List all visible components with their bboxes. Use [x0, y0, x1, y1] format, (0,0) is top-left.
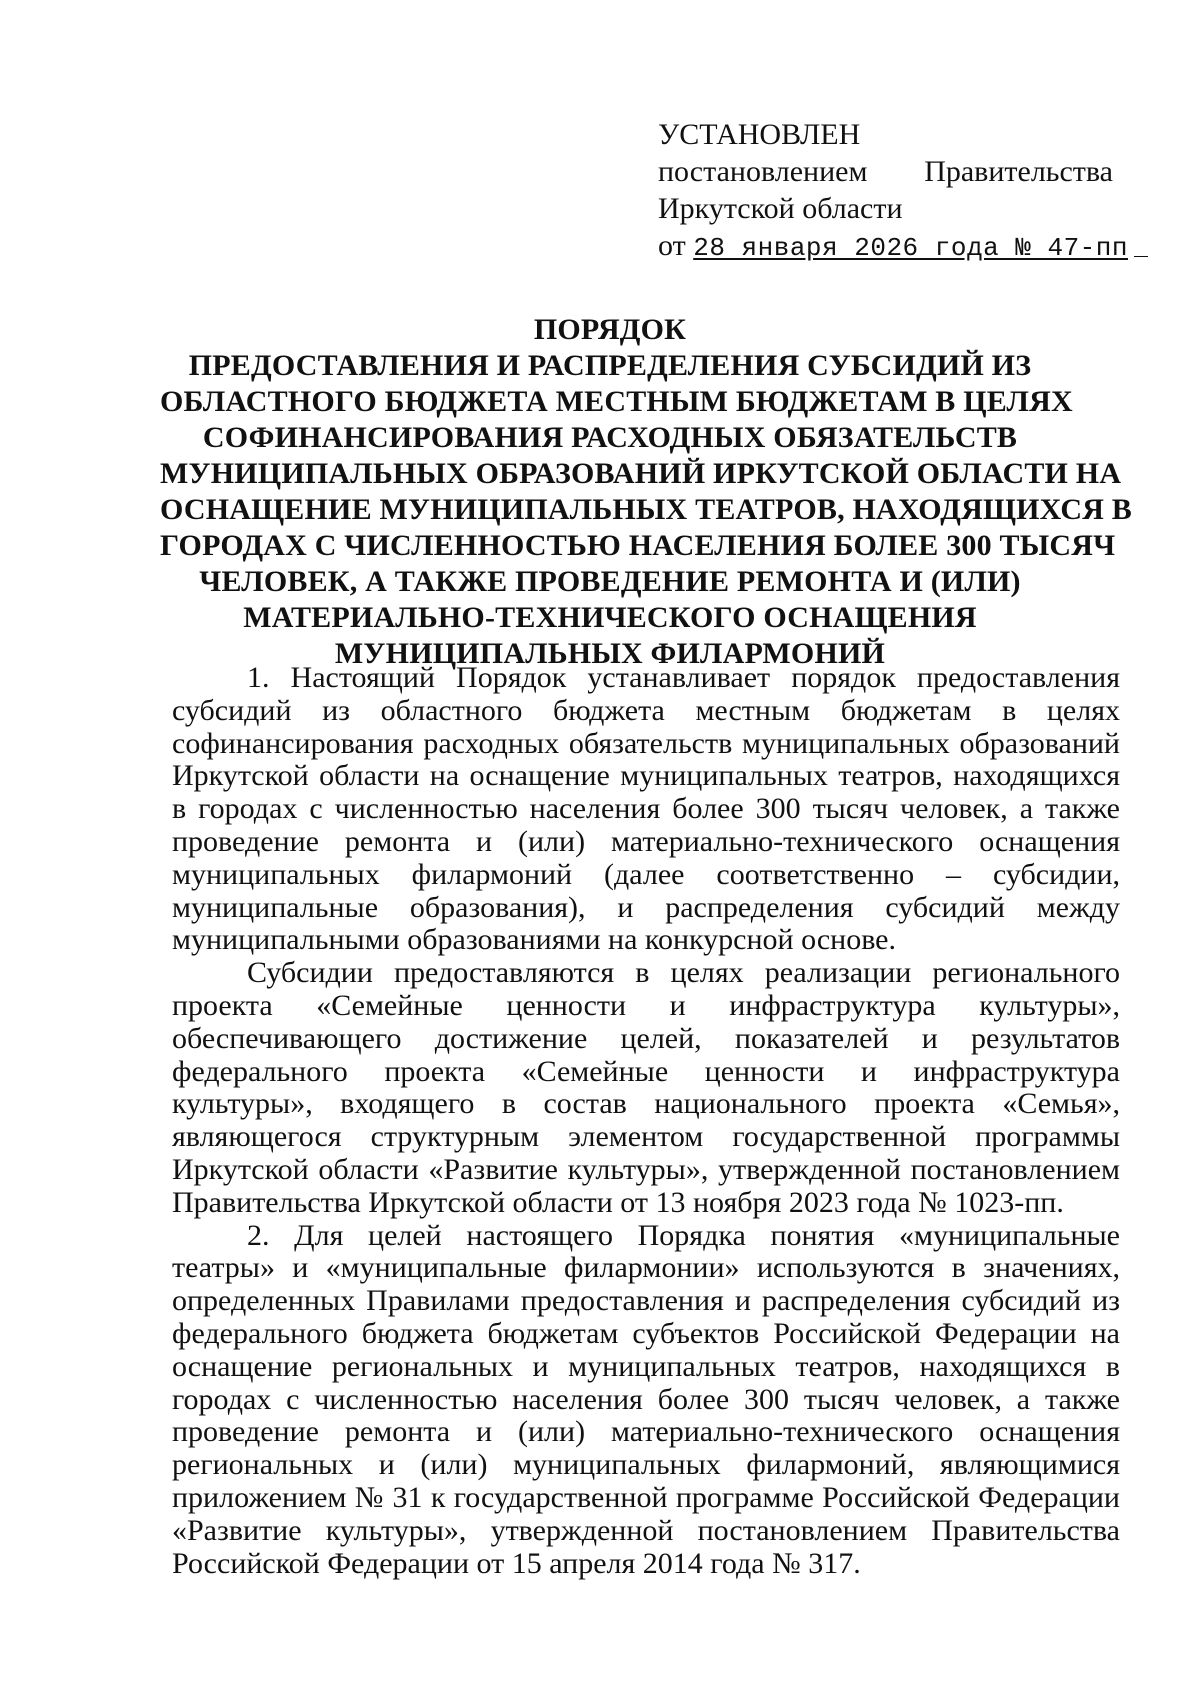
approval-region: Иркутской области — [658, 192, 903, 225]
paragraph-3: 2. Для целей настоящего Порядка понятия «муниципальные театры» и «муниципальные филармонии» используются в значениях, определенных Правилами предоставления и распределения субсидий из федерального бюджета бюджетам субъектов Российской Федерации на оснащение региональных и муниципальных театров, находящихся в городах с численностью населения более 300 тысяч человек, а также проведение ремонта и (или) материально-технического оснащения региональных и (или) муниципальных филармоний, являющимися приложением № 31 к государственной программе Российской Федерации «Развитие культуры», утвержденной постановлением Правительства Российской Федерации от 15 апреля 2014 года № 317. — [172, 1218, 1120, 1580]
signature-underline — [1134, 256, 1148, 257]
approval-date-prefix: от — [658, 229, 686, 262]
approval-issuer-right: Правительства — [924, 155, 1113, 188]
approval-date-value: 28 января 2026 года № 47-пп — [693, 233, 1128, 263]
title-line: СОФИНАНСИРОВАНИЯ РАСХОДНЫХ ОБЯЗАТЕЛЬСТВ — [202, 421, 1018, 454]
document-title — [160, 312, 1132, 672]
title-line: МАТЕРИАЛЬНО-ТЕХНИЧЕСКОГО ОСНАЩЕНИЯ — [243, 601, 977, 634]
title-line: ЧЕЛОВЕК, А ТАКЖЕ ПРОВЕДЕНИЕ РЕМОНТА И (ИЛИ) — [199, 565, 1021, 598]
title-line: ПОРЯДОК — [533, 313, 687, 346]
approval-block — [658, 116, 1128, 267]
title-line: ОБЛАСТНОГО БЮДЖЕТА МЕСТНЫМ БЮДЖЕТАМ В ЦЕЛЯХ — [160, 385, 1073, 418]
title-line: МУНИЦИПАЛЬНЫХ ФИЛАРМОНИЙ — [334, 637, 886, 670]
paragraph-1: 1. Настоящий Порядок устанавливает порядок предоставления субсидий из областного бюджета местным бюджетам в целях софинансирования расходных обязательств муниципальных образований Иркутской области на оснащение муниципальных театров, находящихся в городах с численностью населения более 300 тысяч человек, а также проведение ремонта и (или) материально-технического оснащения муниципальных филармоний (далее соответственно – субсидии, муниципальные образования), и распределения субсидий между муниципальными образованиями на конкурсной основе. — [172, 661, 1120, 957]
document-body — [172, 662, 1120, 1580]
title-line: ОСНАЩЕНИЕ МУНИЦИПАЛЬНЫХ ТЕАТРОВ, НАХОДЯЩИХСЯ В — [160, 493, 1132, 526]
title-line: МУНИЦИПАЛЬНЫХ ОБРАЗОВАНИЙ ИРКУТСКОЙ ОБЛАСТИ НА — [160, 457, 1122, 490]
approval-issuer-line — [658, 153, 1113, 190]
approval-status: УСТАНОВЛЕН — [658, 118, 861, 151]
approval-issuer-left: постановлением — [658, 155, 868, 188]
title-line: ГОРОДАХ С ЧИСЛЕННОСТЬЮ НАСЕЛЕНИЯ БОЛЕЕ 300 ТЫСЯЧ — [160, 529, 1116, 562]
approval-date-line — [658, 227, 1128, 267]
paragraph-2: Субсидии предоставляются в целях реализации регионального проекта «Семейные ценности и инфраструктура культуры», обеспечивающего достижение целей, показателей и результатов федерального проекта «Семейные ценности и инфраструктура культуры», входящего в состав национального проекта «Семья», являющегося структурным элементом государственной программы Иркутской области «Развитие культуры», утвержденной постановлением Правительства Иркутской области от 13 ноября 2023 года № 1023-пп. — [172, 956, 1120, 1219]
title-line: ПРЕДОСТАВЛЕНИЯ И РАСПРЕДЕЛЕНИЯ СУБСИДИЙ ИЗ — [188, 349, 1032, 382]
